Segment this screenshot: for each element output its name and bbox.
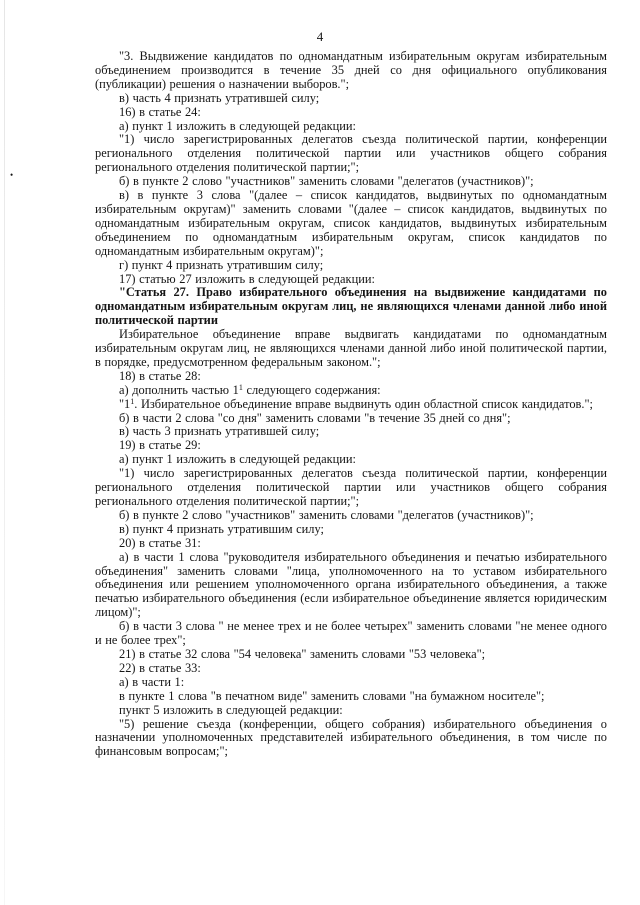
- paragraph: [95, 704, 607, 718]
- page-number: 4: [316, 29, 324, 44]
- paragraph: [95, 175, 607, 189]
- article-heading-text: "Статья 27. Право избирательного объединения на выдвижение кандидатами по одномандатным избирательным округам лиц, не являющихся членами данной либо иной политической партии: [95, 285, 607, 328]
- paragraph-text: 16) в статье 24:: [119, 104, 201, 119]
- paragraph-text: 18) в статье 28:: [119, 368, 201, 383]
- paragraph-text: "1: [119, 396, 131, 411]
- scan-margin-edge: [4, 0, 5, 905]
- paragraph: [95, 620, 607, 648]
- paragraph-text: б) в части 3 слова " не менее трех и не более четырех" заменить словами "не менее одного и не более трех";: [95, 619, 607, 648]
- paragraph: [95, 189, 607, 259]
- paragraph-text: а) дополнить частью 1: [119, 382, 239, 397]
- paragraph: [95, 370, 607, 384]
- paragraph: [95, 453, 607, 467]
- paragraph: [95, 120, 607, 134]
- paragraph: [95, 425, 607, 439]
- paragraph: [95, 439, 607, 453]
- paragraph: [95, 509, 607, 523]
- paragraph-text: в пункте 1 слова "в печатном виде" заменить словами "на бумажном носителе";: [119, 688, 545, 703]
- margin-mark: •: [10, 170, 14, 180]
- paragraph: [95, 328, 607, 370]
- paragraph: [95, 50, 607, 92]
- superscript: 1: [130, 396, 135, 406]
- document-body: [95, 50, 607, 759]
- paragraph-text: в) часть 3 признать утратившей силу;: [119, 424, 320, 439]
- paragraph-text: . Избирательное объединение вправе выдвинуть один областной список кандидатов.";: [134, 396, 593, 411]
- paragraph-text: "3. Выдвижение кандидатов по одномандатным избирательным округам избирательным объединением производится в течение 35 дней со дня официального опубликования (публикации) решения о назначении выборов.";: [95, 49, 607, 91]
- paragraph: [95, 412, 607, 426]
- paragraph-text: пункт 5 изложить в следующей редакции:: [119, 702, 343, 717]
- paragraph-text: г) пункт 4 признать утратившим силу;: [119, 257, 324, 272]
- paragraph: [95, 92, 607, 106]
- paragraph-text: в) часть 4 признать утратившей силу;: [119, 90, 320, 105]
- paragraph-text: 20) в статье 31:: [119, 535, 201, 550]
- paragraph: [95, 273, 607, 287]
- paragraph: [95, 718, 607, 760]
- paragraph-text: в) в пункте 3 слова "(далее – список кандидатов, выдвинутых по одномандатным избирательным округам)" заменить словами "(далее – список кандидатов, выдвинутых по одномандатным избирательным округам, список кандидатов, выдвинутых избирательным объединением по одномандатным избирательным округам, список кандидатов по одномандатным избирательным округам)";: [95, 188, 607, 258]
- paragraph: [95, 467, 607, 509]
- paragraph: [95, 690, 607, 704]
- paragraph: [95, 537, 607, 551]
- paragraph-text: 22) в статье 33:: [119, 660, 201, 675]
- paragraph: [95, 523, 607, 537]
- paragraph: [95, 648, 607, 662]
- paragraph-text: Избирательное объединение вправе выдвигать кандидатами по одномандатным избирательным округам лиц, не являющихся членами данной либо иной политической партии, в порядке, предусмотренном федеральным законом.";: [95, 327, 607, 369]
- paragraph-text: а) в части 1:: [119, 674, 185, 689]
- paragraph-text: а) в части 1 слова "руководителя избирательного объединения и печатью избирательного объединения" заменить словами "лица, уполномоченного на то уставом избирательного объединения или решением уполномоченного органа избирательного объединения, а также печатью избирательного объединения (если избирательное объединение является юридическим лицом)";: [95, 549, 607, 620]
- paragraph: [95, 384, 607, 398]
- paragraph-text: в) пункт 4 признать утратившим силу;: [119, 521, 324, 536]
- paragraph: [95, 106, 607, 120]
- paragraph-text: а) пункт 1 изложить в следующей редакции:: [119, 452, 356, 467]
- paragraph-text: "1) число зарегистрированных делегатов съезда политической партии, конференции регионального отделения политической партии или участников общего собрания регионального отделения политической партии;";: [95, 466, 607, 508]
- paragraph: [95, 676, 607, 690]
- paragraph: [95, 551, 607, 621]
- paragraph: [95, 662, 607, 676]
- paragraph: [95, 259, 607, 273]
- paragraph-text: 17) статью 27 изложить в следующей редакции:: [119, 271, 375, 286]
- paragraph-text: б) в пункте 2 слово "участников" заменить словами "делегатов (участников)";: [119, 507, 534, 522]
- paragraph-text: а) пункт 1 изложить в следующей редакции:: [119, 118, 356, 133]
- paragraph-text: следующего содержания:: [242, 382, 381, 397]
- paragraph-text: б) в пункте 2 слово "участников" заменить словами "делегатов (участников)";: [119, 174, 534, 189]
- paragraph-text: 19) в статье 29:: [119, 438, 201, 453]
- paragraph: [95, 398, 607, 412]
- paragraph-text: 21) в статье 32 слова "54 человека" заменить словами "53 человека";: [119, 646, 486, 661]
- superscript: 1: [238, 382, 243, 392]
- paragraph: [95, 133, 607, 175]
- paragraph-text: б) в части 2 слова "со дня" заменить словами "в течение 35 дней со дня";: [119, 410, 511, 425]
- article-heading: [95, 286, 607, 328]
- paragraph-text: "1) число зарегистрированных делегатов съезда политической партии, конференции регионального отделения политической партии или участников общего собрания регионального отделения политической партии;";: [95, 132, 607, 175]
- paragraph-text: "5) решение съезда (конференции, общего собрания) избирательного объединения о назначении уполномоченных представителей избирательного объединения, в том числе по финансовым вопросам;";: [95, 716, 607, 759]
